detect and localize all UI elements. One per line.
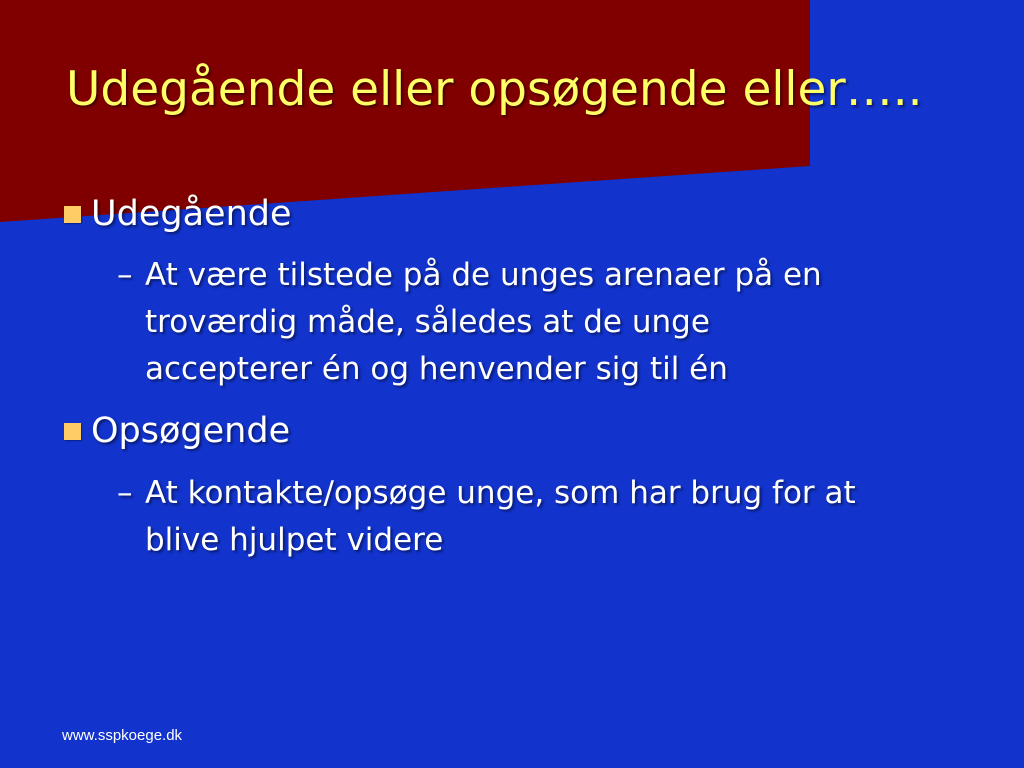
sub-bullet-line: At være tilstede på de unges arenaer på en xyxy=(145,257,822,293)
sub-bullet-line: At kontakte/opsøge unge, som har brug for at xyxy=(145,475,856,511)
square-bullet-icon xyxy=(64,206,81,223)
bullet-opsoegende xyxy=(64,411,290,451)
sub-bullet-line: accepterer én og henvender sig til én xyxy=(145,351,728,387)
square-bullet-icon xyxy=(64,423,81,440)
bullet-udegaaende xyxy=(64,194,292,234)
footer-url: www.sspkoege.dk xyxy=(62,727,183,744)
bullet-label: Opsøgende xyxy=(91,411,291,451)
sub-bullet-opsoegende xyxy=(117,470,856,564)
sub-bullet-line: troværdig måde, således at de unge xyxy=(145,304,710,340)
dash-bullet-icon: – xyxy=(117,257,133,293)
dash-bullet-icon: – xyxy=(117,475,133,511)
slide-title: Udegående eller opsøgende eller….. xyxy=(66,62,923,117)
bullet-label: Udegående xyxy=(91,194,292,234)
sub-bullet-line: blive hjulpet videre xyxy=(145,522,444,558)
sub-bullet-udegaaende xyxy=(117,252,822,393)
